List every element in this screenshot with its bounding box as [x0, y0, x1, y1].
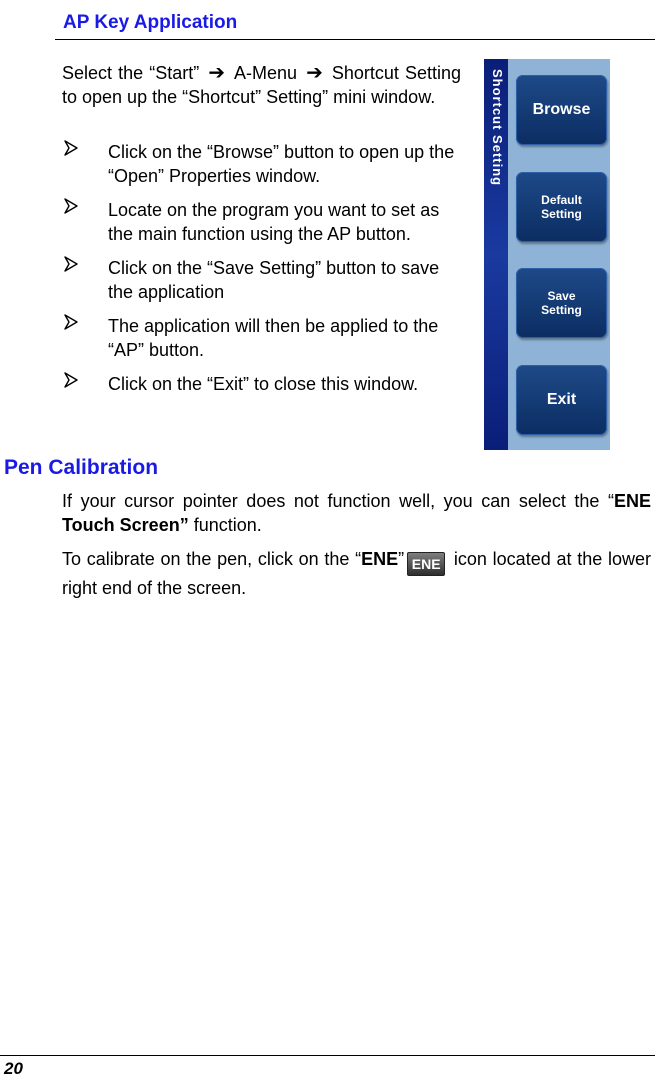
ene-tray-icon: ENE	[407, 552, 445, 576]
section-heading: Pen Calibration	[4, 456, 159, 479]
para2-quote: ”	[398, 549, 405, 569]
chevron-bullet-icon	[64, 140, 78, 156]
para2-text-end: icon located at the lower right end of the screen.	[62, 549, 651, 598]
intro-text-start: Select the “Start”	[62, 63, 200, 83]
chevron-bullet-icon	[64, 256, 78, 272]
list-item-text: Click on the “Save Setting” button to save the application	[108, 258, 440, 302]
page-number: 20	[4, 1059, 23, 1078]
shortcut-title-bar	[484, 59, 508, 450]
list-item	[62, 314, 462, 362]
list-item	[62, 372, 462, 396]
pen-calibration-paragraph	[62, 489, 651, 537]
chevron-bullet-icon	[64, 198, 78, 214]
arrow-right-icon: ➔	[208, 62, 226, 84]
ene-touch-screen-label: ENE Touch Screen”	[62, 491, 651, 535]
list-item	[62, 198, 462, 246]
header-divider	[55, 39, 655, 40]
list-item-text: Locate on the program you want to set as the main function using the AP button.	[108, 200, 440, 244]
ene-label: ENE	[361, 549, 399, 569]
para1-text-end: function.	[188, 515, 262, 535]
default-setting-button-label: Default Setting	[541, 193, 582, 221]
instruction-list	[62, 140, 462, 406]
shortcut-window-title: Shortcut Setting	[490, 69, 505, 187]
browse-button-label: Browse	[532, 101, 591, 118]
chevron-bullet-icon	[64, 314, 78, 330]
browse-button[interactable]	[516, 75, 607, 145]
list-item-text: The application will then be applied to the “AP” button.	[108, 316, 439, 360]
chevron-bullet-icon	[64, 372, 78, 388]
save-setting-button-label: Save Setting	[541, 289, 582, 317]
para1-text: If your cursor pointer does not function well, you can select the “	[62, 491, 614, 511]
list-item-text: Click on the “Browse” button to open up the “Open” Properties window.	[108, 142, 455, 186]
calibrate-instruction-paragraph	[62, 547, 651, 600]
shortcut-setting-window	[484, 59, 610, 450]
para2-text: To calibrate on the pen, click on the “	[62, 549, 362, 569]
page-header-title: AP Key Application	[63, 12, 238, 33]
intro-text-amenu: A-Menu	[234, 63, 298, 83]
list-item-text: Click on the “Exit” to close this window.	[108, 374, 419, 394]
arrow-right-icon: ➔	[306, 62, 323, 84]
exit-button[interactable]	[516, 365, 607, 435]
footer-divider	[0, 1055, 655, 1056]
intro-paragraph	[62, 61, 461, 109]
save-setting-button[interactable]	[516, 268, 607, 338]
default-setting-button[interactable]	[516, 172, 607, 242]
exit-button-label: Exit	[546, 391, 577, 408]
list-item	[62, 256, 462, 304]
intro-text-shortcut: Shortcut Setting to open up the “Shortcut” Setting” mini window.	[62, 63, 462, 107]
list-item	[62, 140, 462, 188]
